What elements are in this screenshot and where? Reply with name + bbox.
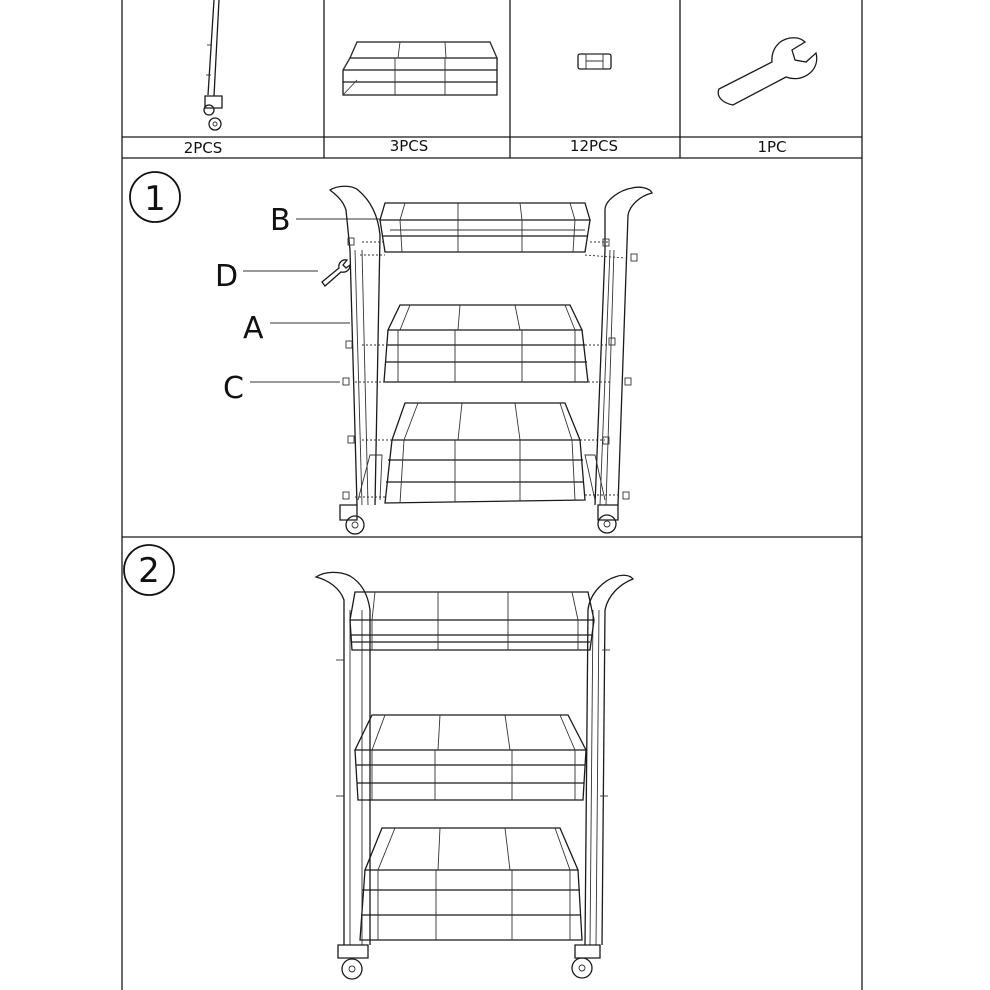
wire-basket-icon <box>360 828 582 940</box>
callout-leaders <box>243 219 380 382</box>
qty-label-frame: 2PCS <box>183 139 223 157</box>
caster-wheel-icon <box>572 958 592 978</box>
right-side-frame <box>585 187 652 533</box>
callout-c: C <box>223 371 244 406</box>
wire-basket-icon <box>384 305 588 382</box>
wire-basket-icon <box>380 203 590 252</box>
wire-basket-icon <box>350 592 594 650</box>
wire-basket-icon <box>343 42 497 95</box>
qty-label-basket: 3PCS <box>389 137 429 155</box>
step-2-number: 2 <box>138 551 160 591</box>
wrench-icon <box>322 260 350 286</box>
connector-icon <box>578 54 611 69</box>
callout-a: A <box>243 311 264 346</box>
caster-wheel-icon <box>342 959 362 979</box>
wire-basket-icon <box>385 403 585 503</box>
qty-label-wrench: 1PC <box>757 138 787 156</box>
step-2-panel <box>124 545 633 979</box>
qty-label-connector: 12PCS <box>569 137 619 155</box>
left-side-frame <box>330 186 382 534</box>
side-frame-icon <box>204 0 222 130</box>
caster-wheel-icon <box>598 515 616 533</box>
callout-d: D <box>215 259 239 294</box>
wire-basket-icon <box>355 715 586 800</box>
connector-guides <box>355 242 625 497</box>
callout-b: B <box>270 203 291 238</box>
step-1-panel <box>130 172 652 534</box>
wrench-icon <box>718 38 817 105</box>
parts-table <box>184 0 817 157</box>
caster-wheel-icon <box>346 516 364 534</box>
sheet-borders <box>122 0 862 990</box>
step-1-number: 1 <box>144 179 166 219</box>
